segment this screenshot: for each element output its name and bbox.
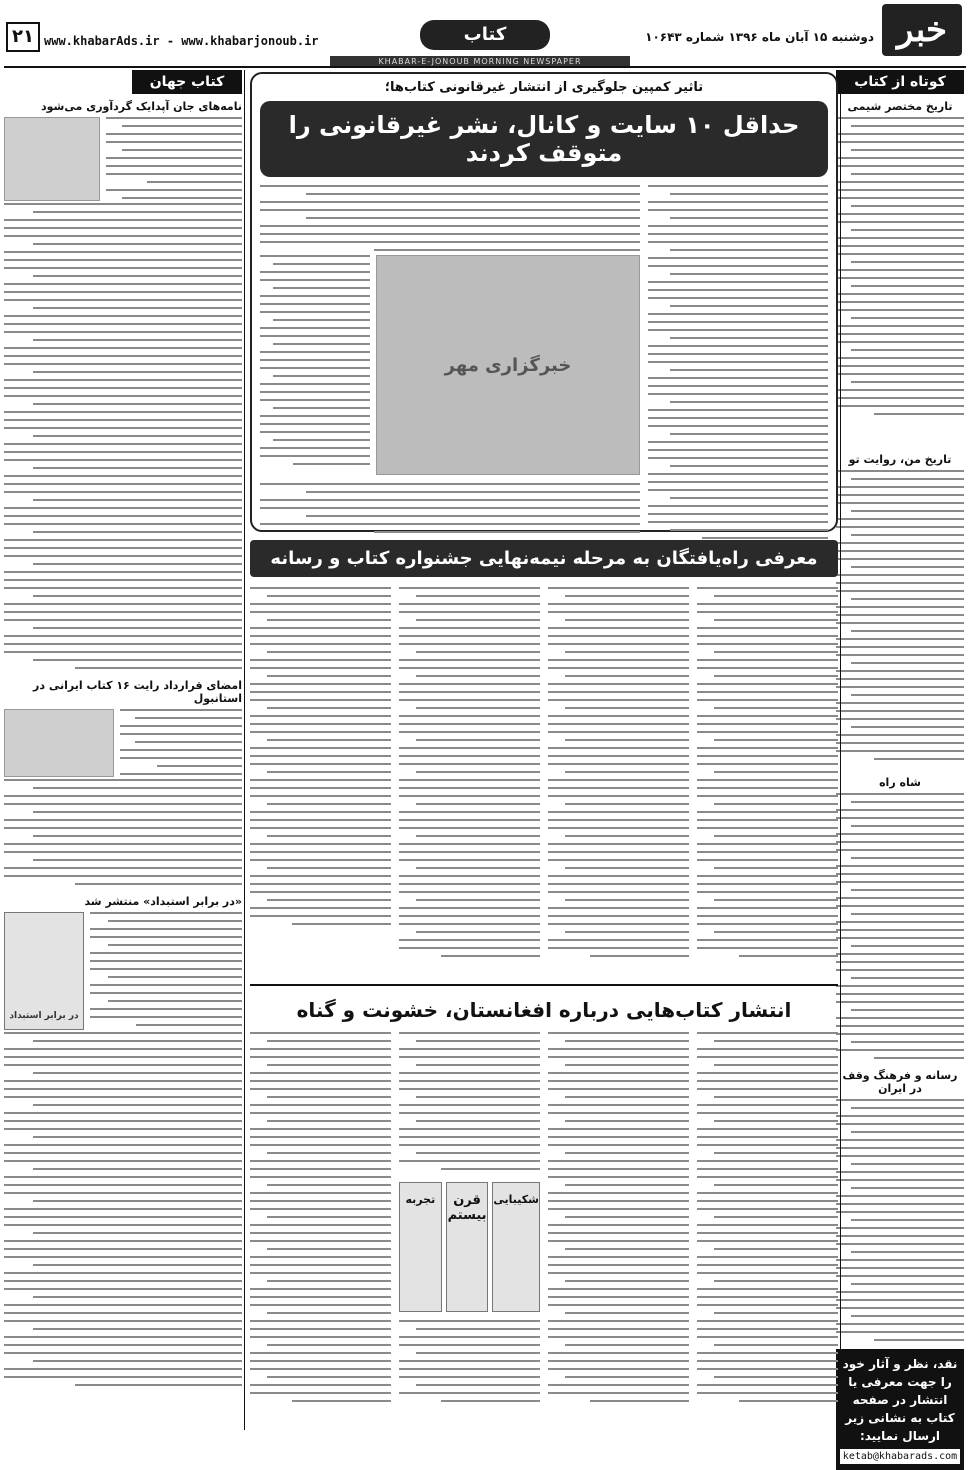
masthead-divider [4,66,966,68]
world-books-column [4,70,242,1430]
item-body-text [836,470,964,770]
lead-body-text [260,255,370,475]
newspaper-logo: خبر [882,4,962,56]
english-tagline: KHABAR-E-JONOUB MORNING NEWSPAPER [330,56,630,68]
item-body-text [836,117,964,447]
story-body-text [90,912,242,1032]
lead-kicker: تاثیر کمپین جلوگیری از انتشار غیرقانونی کتاب‌ها؛ [384,80,704,95]
lead-photo [376,255,640,475]
lead-headline: حداقل ۱۰ سایت و کانال، نشر غیرقانونی را متوقف کردند [260,101,828,177]
festival-body-text [399,587,540,967]
afghanistan-body-text [399,1320,540,1410]
story-heading: «در برابر استبداد» منتشر شد [84,895,242,908]
website-urls[interactable]: www.khabarAds.ir - www.khabarjonoub.ir [44,34,319,48]
lead-story [250,72,838,532]
book-cover [4,912,84,1030]
afghanistan-body-text [399,1032,540,1182]
column-divider [840,70,841,1430]
short-book-news-column [836,70,964,1462]
book-cover [446,1182,489,1312]
issue-date-number: دوشنبه ۱۵ آبان ماه ۱۳۹۶ شماره ۱۰۶۴۳ [645,30,874,44]
afghanistan-headline: انتشار کتاب‌هایی درباره افغانستان، خشونت و گناه [296,998,792,1022]
column-title: کتاب جهان [132,70,242,94]
book-fair-photo [4,709,114,777]
festival-body-text [250,587,391,967]
story-heading: امضای قرارداد رایت ۱۶ کتاب ایرانی در استانبول [33,679,242,705]
contact-box [836,1349,964,1470]
afghanistan-body-text [250,1032,391,1412]
page-number: ۲۱ [6,22,40,52]
item-heading: تاریخ من، روایت تو [848,453,952,466]
book-cover-title: در برابر استبداد [9,1011,79,1021]
column-divider [244,70,245,1430]
column-title: کوتاه از کتاب [836,70,964,94]
item-heading: شاه راه [879,776,921,789]
festival-headline: معرفی راه‌یافتگان به مرحله نیمه‌نهایی جشنواره کتاب و رسانه [250,540,838,577]
book-cover-title: شکیبایی [493,1193,539,1206]
story-divider [250,984,838,986]
book-cover-title: قرن بیستم [447,1193,487,1223]
story-body-text [4,779,242,889]
afghanistan-body-text [697,1032,838,1412]
story-body-text [106,117,242,203]
lead-body-text [648,185,828,545]
book-cover [399,1182,442,1312]
story-body-text [4,203,242,673]
festival-body-text [697,587,838,967]
festival-story [250,540,838,980]
book-cover-title: تجربه [405,1193,436,1206]
item-heading: رسانه و فرهنگ وقف در ایران [842,1069,958,1095]
story-body-text [4,1032,242,1392]
story-body-text [120,709,242,779]
section-badge: کتاب [420,20,550,50]
lead-body-text [260,483,640,543]
festival-body-text [548,587,689,967]
afghanistan-story [250,990,838,1430]
afghanistan-body-text [548,1032,689,1412]
item-body-text [836,1099,964,1349]
masthead [0,0,970,66]
lead-body-text [260,185,640,255]
book-cover [492,1182,540,1312]
item-body-text [836,793,964,1063]
contact-text: نقد، نظر و آثار خود را جهت معرفی یا انتشار در صفحه کتاب به نشانی زیر ارسال نمایید: [842,1357,958,1443]
contact-email[interactable]: ketab@khabarads.com [840,1449,960,1464]
photo-watermark: خبرگزاری مهر [444,354,572,376]
story-heading: نامه‌های جان آپدایک گردآوری می‌شود [41,100,242,113]
item-heading: تاریخ مختصر شیمی [847,100,953,113]
author-photo [4,117,100,201]
